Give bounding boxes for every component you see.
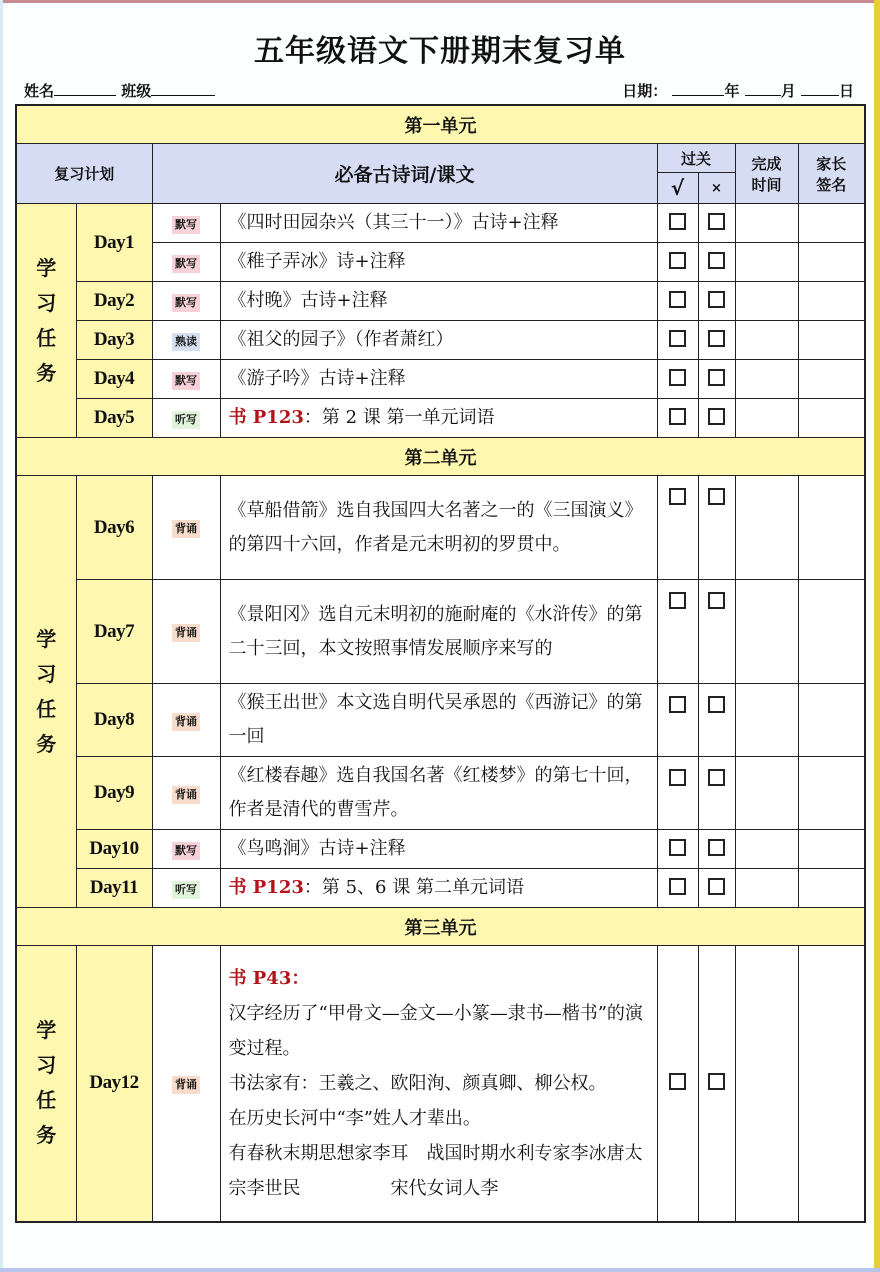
task-row — [16, 757, 865, 830]
task-row — [16, 282, 865, 321]
day-field[interactable] — [801, 81, 839, 96]
task-row — [16, 869, 865, 908]
fail-checkbox[interactable] — [708, 488, 725, 505]
pass-checkbox[interactable] — [669, 330, 686, 347]
study-task-label: 学 习 任 务 — [16, 946, 76, 1222]
pass-checkbox[interactable] — [669, 488, 686, 505]
day-label: Day2 — [76, 282, 152, 321]
parent-signature-cell[interactable] — [798, 946, 865, 1222]
parent-signature-cell[interactable] — [798, 282, 865, 321]
task-type-badge: 熟读 — [172, 333, 200, 351]
task-type-cell — [152, 282, 220, 321]
task-type-cell — [152, 360, 220, 399]
parent-signature-cell[interactable] — [798, 360, 865, 399]
task-row — [16, 321, 865, 360]
fail-checkbox[interactable] — [708, 1073, 725, 1090]
completion-time-cell[interactable] — [735, 869, 798, 908]
fail-checkbox[interactable] — [708, 696, 725, 713]
pass-check-cell — [657, 757, 698, 830]
year-label: 年 — [724, 82, 740, 100]
completion-time-cell[interactable] — [735, 360, 798, 399]
day-label: 日 — [838, 82, 854, 100]
book-page-ref: 书 P123 — [228, 877, 304, 898]
unit-header-row — [16, 438, 865, 476]
pass-check-cell — [657, 399, 698, 438]
day-label: Day1 — [76, 204, 152, 282]
fail-checkbox[interactable] — [708, 330, 725, 347]
content-header: 必备古诗词/课文 — [152, 144, 657, 204]
completion-time-cell[interactable] — [735, 684, 798, 757]
fail-checkbox[interactable] — [708, 252, 725, 269]
fail-checkbox[interactable] — [708, 839, 725, 856]
task-content: 《祖父的园子》（作者萧红） — [220, 321, 657, 360]
completion-time-cell[interactable] — [735, 243, 798, 282]
page-edge-bottom — [0, 1268, 880, 1272]
time-header: 完成 时间 — [735, 144, 798, 204]
task-type-badge: 默写 — [172, 294, 200, 312]
fail-check-cell — [698, 684, 735, 757]
day-label: Day12 — [76, 946, 152, 1222]
day-label: Day7 — [76, 580, 152, 684]
task-type-badge: 默写 — [172, 372, 200, 390]
day-label: Day9 — [76, 757, 152, 830]
task-content — [220, 946, 657, 1222]
pass-check-cell — [657, 869, 698, 908]
task-type-badge: 背诵 — [172, 624, 200, 642]
page-title: 五年级语文下册期末复习单 — [254, 34, 626, 69]
fail-checkbox[interactable] — [708, 369, 725, 386]
class-label: 班级 — [121, 82, 152, 100]
unit-title: 第三单元 — [16, 908, 865, 946]
pass-check-cell — [657, 243, 698, 282]
month-label: 月 — [780, 82, 796, 100]
fail-checkbox[interactable] — [708, 769, 725, 786]
day-label: Day4 — [76, 360, 152, 399]
task-type-cell — [152, 757, 220, 830]
student-info — [24, 80, 215, 101]
pass-no-header: × — [698, 173, 735, 204]
task-type-badge: 背诵 — [172, 713, 200, 731]
page-edge-right — [874, 0, 880, 1272]
completion-time-cell[interactable] — [735, 399, 798, 438]
task-type-badge: 背诵 — [172, 786, 200, 804]
pass-checkbox[interactable] — [669, 592, 686, 609]
task-type-badge: 背诵 — [172, 520, 200, 538]
parent-signature-cell[interactable] — [798, 580, 865, 684]
completion-time-cell[interactable] — [735, 946, 798, 1222]
content-line: 在历史长河中“李”姓人才辈出。 — [228, 1107, 481, 1129]
task-type-badge: 听写 — [172, 881, 200, 899]
fail-check-cell — [698, 757, 735, 830]
task-content: 书 P123：第 2 课 第一单元词语 — [220, 399, 657, 438]
fail-check-cell — [698, 204, 735, 243]
task-row — [16, 360, 865, 399]
parent-signature-cell[interactable] — [798, 243, 865, 282]
pass-checkbox[interactable] — [669, 878, 686, 895]
fail-check-cell — [698, 946, 735, 1222]
completion-time-cell[interactable] — [735, 580, 798, 684]
task-content: 《稚子弄冰》诗+注释 — [220, 243, 657, 282]
fail-check-cell — [698, 282, 735, 321]
class-field[interactable] — [151, 81, 215, 96]
pass-check-cell — [657, 282, 698, 321]
task-content: 《村晚》古诗+注释 — [220, 282, 657, 321]
parent-signature-cell[interactable] — [798, 757, 865, 830]
fail-check-cell — [698, 476, 735, 580]
task-content: 《草船借箭》选自我国四大名著之一的《三国演义》的第四十六回，作者是元末明初的罗贯中。 — [220, 476, 657, 580]
fail-checkbox[interactable] — [708, 291, 725, 308]
content-line: 汉字经历了“甲骨文—金文—小篆—隶书—楷书”的演变过程。 — [228, 1002, 643, 1059]
study-task-label: 学 习 任 务 — [16, 476, 76, 908]
fail-checkbox[interactable] — [708, 878, 725, 895]
completion-time-cell[interactable] — [735, 204, 798, 243]
task-type-badge: 默写 — [172, 216, 200, 234]
task-row — [16, 204, 865, 243]
task-content: 书 P123：第 5、6 课 第二单元词语 — [220, 869, 657, 908]
unit-title: 第一单元 — [16, 105, 865, 144]
pass-checkbox[interactable] — [669, 369, 686, 386]
task-row — [16, 476, 865, 580]
column-header-row — [16, 144, 865, 173]
year-field[interactable] — [672, 81, 724, 96]
completion-time-cell[interactable] — [735, 321, 798, 360]
task-content: 《游子吟》古诗+注释 — [220, 360, 657, 399]
completion-time-cell[interactable] — [735, 476, 798, 580]
day-label: Day5 — [76, 399, 152, 438]
review-table — [15, 104, 866, 1223]
parent-signature-cell[interactable] — [798, 204, 865, 243]
task-type-cell — [152, 830, 220, 869]
content-line: 书法家有：王羲之、欧阳洵、颜真卿、柳公权。 — [228, 1072, 607, 1094]
parent-signature-cell[interactable] — [798, 869, 865, 908]
date-info — [622, 80, 854, 101]
task-row — [16, 684, 865, 757]
pass-checkbox[interactable] — [669, 839, 686, 856]
pass-check-cell — [657, 830, 698, 869]
pass-checkbox[interactable] — [669, 696, 686, 713]
task-row — [16, 580, 865, 684]
task-row — [16, 399, 865, 438]
name-label: 姓名 — [24, 82, 55, 100]
unit-header-row — [16, 908, 865, 946]
month-field[interactable] — [745, 81, 781, 96]
pass-check-cell — [657, 204, 698, 243]
unit-header-row — [16, 105, 865, 144]
task-type-badge: 听写 — [172, 411, 200, 429]
fail-check-cell — [698, 869, 735, 908]
task-content: 《四时田园杂兴（其三十一）》古诗+注释 — [220, 204, 657, 243]
book-page-ref: 书 P123 — [228, 407, 304, 428]
day-label: Day3 — [76, 321, 152, 360]
parent-signature-cell[interactable] — [798, 399, 865, 438]
name-field[interactable] — [54, 81, 116, 96]
fail-check-cell — [698, 830, 735, 869]
fail-check-cell — [698, 580, 735, 684]
task-type-cell — [152, 204, 220, 243]
day-label: Day8 — [76, 684, 152, 757]
completion-time-cell[interactable] — [735, 282, 798, 321]
task-type-cell — [152, 684, 220, 757]
day-label: Day11 — [76, 869, 152, 908]
page-edge-top — [0, 0, 880, 3]
pass-check-cell — [657, 946, 698, 1222]
parent-signature-cell[interactable] — [798, 321, 865, 360]
content-line: 有春秋末期思想家李耳 战国时期水利专家李冰唐太宗李世民 宋代女词人李 — [228, 1142, 643, 1199]
pass-checkbox[interactable] — [669, 769, 686, 786]
pass-checkbox[interactable] — [669, 213, 686, 230]
task-type-cell — [152, 869, 220, 908]
pass-check-cell — [657, 684, 698, 757]
parent-signature-cell[interactable] — [798, 830, 865, 869]
study-task-label: 学 习 任 务 — [16, 204, 76, 438]
task-type-cell — [152, 399, 220, 438]
task-type-cell — [152, 580, 220, 684]
pass-yes-header: √ — [657, 173, 698, 204]
parent-signature-cell[interactable] — [798, 684, 865, 757]
pass-header: 过关 — [657, 144, 735, 173]
pass-checkbox[interactable] — [669, 1073, 686, 1090]
task-type-badge: 默写 — [172, 255, 200, 273]
pass-checkbox[interactable] — [669, 408, 686, 425]
fail-check-cell — [698, 321, 735, 360]
pass-checkbox[interactable] — [669, 291, 686, 308]
completion-time-cell[interactable] — [735, 830, 798, 869]
day-label: Day10 — [76, 830, 152, 869]
pass-check-cell — [657, 321, 698, 360]
fail-check-cell — [698, 360, 735, 399]
task-type-cell — [152, 476, 220, 580]
fail-checkbox[interactable] — [708, 592, 725, 609]
day-label: Day6 — [76, 476, 152, 580]
completion-time-cell[interactable] — [735, 757, 798, 830]
book-page-ref: 书 P43： — [228, 967, 310, 989]
parent-signature-cell[interactable] — [798, 476, 865, 580]
task-content: 《景阳冈》选自元末明初的施耐庵的《水浒传》的第二十三回，本文按照事情发展顺序来写的 — [220, 580, 657, 684]
task-type-cell — [152, 321, 220, 360]
task-content: 《鸟鸣涧》古诗+注释 — [220, 830, 657, 869]
unit-title: 第二单元 — [16, 438, 865, 476]
page-edge-left — [0, 0, 3, 1272]
task-row — [16, 946, 865, 1222]
fail-checkbox[interactable] — [708, 213, 725, 230]
task-row — [16, 830, 865, 869]
plan-header: 复习计划 — [16, 144, 152, 204]
pass-check-cell — [657, 476, 698, 580]
fail-check-cell — [698, 399, 735, 438]
task-content: 《猴王出世》本文选自明代吴承恩的《西游记》的第一回 — [220, 684, 657, 757]
task-type-badge: 默写 — [172, 842, 200, 860]
pass-checkbox[interactable] — [669, 252, 686, 269]
parent-sign-header: 家长 签名 — [798, 144, 865, 204]
date-label: 日期： — [622, 82, 668, 100]
fail-checkbox[interactable] — [708, 408, 725, 425]
fail-check-cell — [698, 243, 735, 282]
task-content: 《红楼春趣》选自我国名著《红楼梦》的第七十回，作者是清代的曹雪芹。 — [220, 757, 657, 830]
task-type-badge: 背诵 — [172, 1076, 200, 1094]
task-type-cell — [152, 946, 220, 1222]
pass-check-cell — [657, 360, 698, 399]
pass-check-cell — [657, 580, 698, 684]
task-type-cell — [152, 243, 220, 282]
